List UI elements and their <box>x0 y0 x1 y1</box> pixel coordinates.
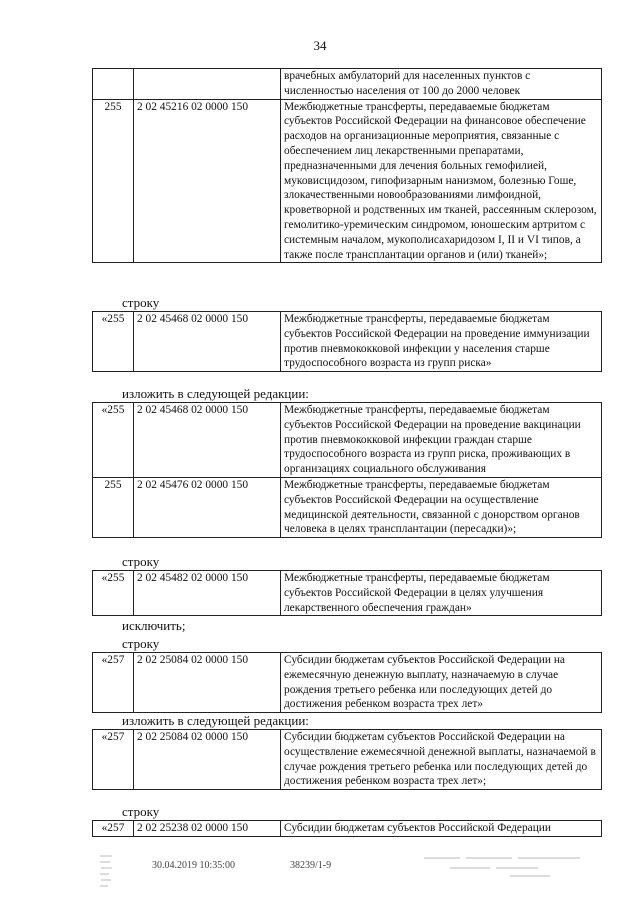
description-cell: Межбюджетные трансферты, передаваемые бюджетам субъектов Российской Федерации на проведение вакцинации против пневмококковой инфекции граждан старше трудоспособного возраста из групп риска, проживающих в организациях социального обслуживания <box>281 403 602 478</box>
table-row <box>93 571 602 616</box>
page-number: 34 <box>313 38 327 53</box>
table-row <box>93 69 602 100</box>
row-number-cell: «257 <box>93 821 134 837</box>
footer-datetime: 30.04.2019 10:35:00 <box>152 860 236 871</box>
table-row <box>93 730 602 790</box>
instruction-label: строку <box>122 804 160 819</box>
row-number-cell: «255 <box>93 312 134 372</box>
budget-code-cell: 2 02 45216 02 0000 150 <box>134 99 281 263</box>
budget-code-cell <box>134 69 281 100</box>
description-cell: Субсидии бюджетам субъектов Российской Федерации <box>281 821 602 837</box>
budget-code-cell: 2 02 45476 02 0000 150 <box>134 477 281 537</box>
instruction-label: строку <box>122 295 160 310</box>
instruction-label: строку <box>122 636 160 651</box>
description-cell: Межбюджетные трансферты, передаваемые бюджетам субъектов Российской Федерации в целях улучшения лекарственного обеспечения граждан» <box>281 571 602 616</box>
amendment-table-3 <box>92 402 602 538</box>
amendment-table-2 <box>92 311 602 372</box>
table-row <box>93 653 602 713</box>
amendment-table-1 <box>92 68 602 263</box>
row-number-cell: «257 <box>93 653 134 713</box>
registration-stamp-icon <box>98 852 114 892</box>
table-row <box>93 821 602 837</box>
description-cell: Субсидии бюджетам субъектов Российской Федерации на осуществление ежемесячной денежной выплаты, назначаемой в случае рождения третьего ребенка или последующих детей до достижения ребенком возраста трех лет»; <box>281 730 602 790</box>
instruction-label: строку <box>122 554 160 569</box>
budget-code-cell: 2 02 25084 02 0000 150 <box>134 653 281 713</box>
signature-stamp-icon <box>420 850 590 880</box>
instruction-label: изложить в следующей редакции: <box>122 713 309 728</box>
row-number-cell: 255 <box>93 99 134 263</box>
description-cell: Межбюджетные трансферты, передаваемые бюджетам субъектов Российской Федерации на осуществление медицинской деятельности, связанной с донорством органов человека в целях трансплантации (пересадки)»; <box>281 477 602 537</box>
table-row <box>93 312 602 372</box>
budget-code-cell: 2 02 25084 02 0000 150 <box>134 730 281 790</box>
description-cell: Субсидии бюджетам субъектов Российской Федерации на ежемесячную денежную выплату, назначаемую в случае рождения третьего ребенка или последующих детей до достижения ребенком возраста трех лет» <box>281 653 602 713</box>
budget-code-cell: 2 02 45468 02 0000 150 <box>134 312 281 372</box>
table-row <box>93 403 602 478</box>
amendment-table-4 <box>92 570 602 616</box>
row-number-cell: «255 <box>93 571 134 616</box>
budget-code-cell: 2 02 45482 02 0000 150 <box>134 571 281 616</box>
table-row <box>93 477 602 537</box>
row-number-cell: «255 <box>93 403 134 478</box>
footer-doc-id: 38239/1-9 <box>290 860 332 871</box>
row-number-cell <box>93 69 134 100</box>
row-number-cell: 255 <box>93 477 134 537</box>
amendment-table-5 <box>92 652 602 713</box>
table-row <box>93 99 602 263</box>
budget-code-cell: 2 02 25238 02 0000 150 <box>134 821 281 837</box>
budget-code-cell: 2 02 45468 02 0000 150 <box>134 403 281 478</box>
description-cell: врачебных амбулаторий для населенных пунктов с численностью населения от 100 до 2000 человек <box>281 69 602 100</box>
instruction-label: изложить в следующей редакции: <box>122 386 309 401</box>
description-cell: Межбюджетные трансферты, передаваемые бюджетам субъектов Российской Федерации на финансовое обеспечение расходов на организационные мероприятия, связанные с обеспечением лиц лекарственными препаратами, предназначенными для лечения больных гемофилией, муковисцидозом, гипофизарным нанизмом, болезнью Гоше, злокачественными новообразованиями лимфоидной, кроветворной и родственных им тканей, рассеянным склерозом, гемолитико-уремическим синдромом, юношеским артритом с системным началом, мукополисахаридозом I, II и VI типов, а также после трансплантации органов и (или) тканей»; <box>281 99 602 263</box>
row-number-cell: «257 <box>93 730 134 790</box>
amendment-table-6 <box>92 729 602 790</box>
amendment-table-7 <box>92 820 602 837</box>
description-cell: Межбюджетные трансферты, передаваемые бюджетам субъектов Российской Федерации на проведение иммунизации против пневмококковой инфекции у населения старше трудоспособного возраста из групп риска» <box>281 312 602 372</box>
instruction-label: исключить; <box>122 618 186 633</box>
